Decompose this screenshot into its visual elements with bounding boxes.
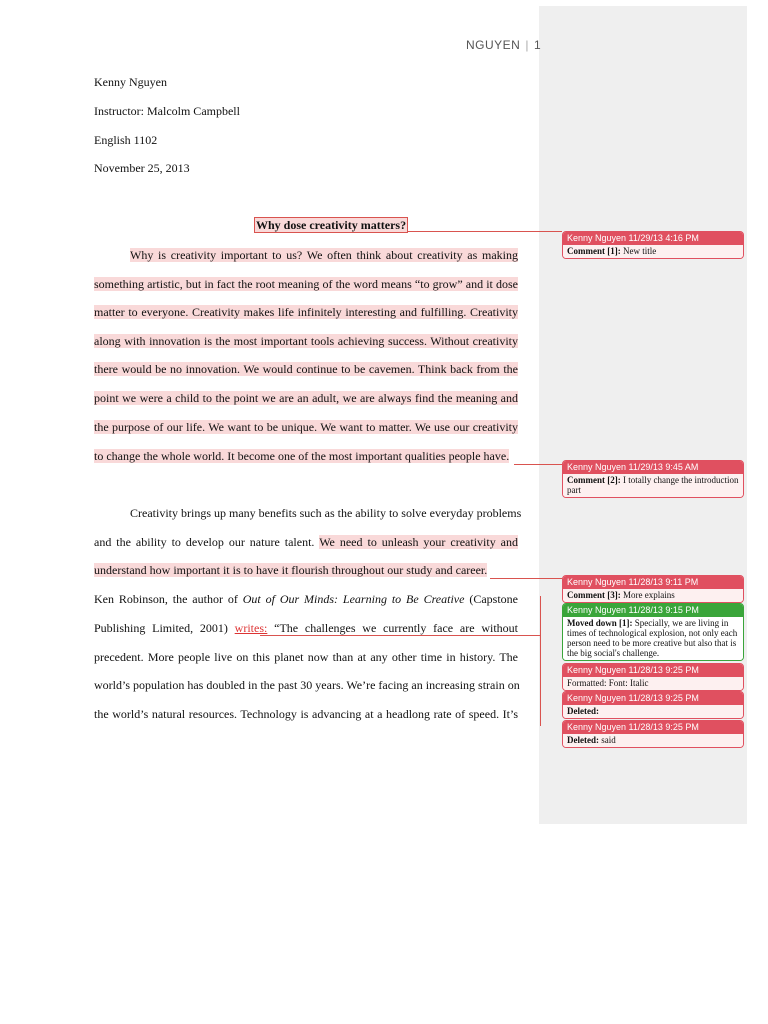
formatted-revision[interactable] <box>562 663 744 691</box>
author-name: Kenny Nguyen <box>94 75 167 89</box>
para1-line-1: Why is creativity important to us? We often think about creativity as making <box>130 248 518 262</box>
deleted-revision-2[interactable] <box>562 720 744 748</box>
deleted-connector <box>260 635 540 636</box>
inserted-text: writes: <box>234 621 268 635</box>
essay-title-text: Why dose creativity matters? <box>256 218 407 232</box>
para1-line-5: there would be no innovation. We would continue to be cavemen. Think back from the <box>94 362 518 376</box>
comment-1-header: Kenny Nguyen 11/29/13 4:16 PM <box>563 232 743 245</box>
para2-line-3: understand how important it is to have it flourish throughout our study and career. <box>94 563 488 577</box>
comment-3-body: Comment [3]: More explains <box>563 589 743 602</box>
course-line: English 1102 <box>94 133 158 147</box>
comment-3-connector <box>490 578 562 579</box>
para2-line-4: Ken Robinson, the author of Out of Our Minds: Learning to Be Creative (Capstone <box>94 592 519 606</box>
formatted-header: Kenny Nguyen 11/28/13 9:25 PM <box>563 664 743 677</box>
para1-line-2: something artistic, but in fact the root meaning of the word means “to grow” and it dose <box>94 277 518 291</box>
comment-2-connector <box>514 464 562 465</box>
deleted-1-header: Kenny Nguyen 11/28/13 9:25 PM <box>563 692 743 705</box>
highlighted-sentence: We need to unleash your creativity and <box>319 535 519 549</box>
para1-line-3: matter to everyone. Creativity makes life infinitely interesting and fulfilling. Creativity <box>94 305 518 319</box>
para2-line-7: world’s population has doubled in the past 30 years. We’re facing an increasing strain on <box>94 678 520 692</box>
para2-line-6: precedent. More people live on this planet now than at any other time in history. The <box>94 650 518 664</box>
para2-line-8: the world’s natural resources. Technology is advancing at a headlong rate of speed. It’s <box>94 707 518 721</box>
page-number: 1 <box>533 38 542 52</box>
para2-line-2: and the ability to develop our nature talent. We need to unleash your creativity and <box>94 535 519 549</box>
revisions-vertical-connector <box>540 596 541 726</box>
para1-line-7: the purpose of our life. We want to be unique. We want to matter. We use our creativity <box>94 420 518 434</box>
comment-3[interactable] <box>562 575 744 603</box>
para1-line-6: point we were a child to the point we are an adult, we are always find the meaning and <box>94 391 518 405</box>
para1-line-4: along with innovation is the most important tools achieving success. Without creativity <box>94 334 518 348</box>
comment-1-connector <box>408 231 562 232</box>
date-line: November 25, 2013 <box>94 161 190 175</box>
comment-1[interactable] <box>562 231 744 259</box>
book-title: Out of Our Minds: Learning to Be Creative <box>242 592 465 606</box>
comment-2-body: Comment [2]: I totally change the introduction part <box>563 474 743 497</box>
formatted-body: Formatted: Font: Italic <box>563 677 743 690</box>
moved-down-header: Kenny Nguyen 11/28/13 9:15 PM <box>563 604 743 617</box>
deleted-revision-1[interactable] <box>562 691 744 719</box>
moved-down-revision[interactable] <box>562 603 744 661</box>
para1-line-8: to change the whole world. It become one of the most important qualities people have. <box>94 449 510 463</box>
moved-down-body: Moved down [1]: Specially, we are living in times of technological explosion, not only each person need to be more creative but also that is the big social's challenge. <box>563 617 743 660</box>
comment-3-header: Kenny Nguyen 11/28/13 9:11 PM <box>563 576 743 589</box>
header-separator: | <box>525 38 529 52</box>
instructor-line: Instructor: Malcolm Campbell <box>94 104 240 118</box>
deleted-2-body: Deleted: said <box>563 734 743 747</box>
page-header <box>466 38 541 52</box>
deleted-2-header: Kenny Nguyen 11/28/13 9:25 PM <box>563 721 743 734</box>
para2-line-5: Publishing Limited, 2001) writes: “The challenges we currently face are without <box>94 621 518 635</box>
comment-2-header: Kenny Nguyen 11/29/13 9:45 AM <box>563 461 743 474</box>
deleted-1-body: Deleted: <box>563 705 743 718</box>
para2-line-1: Creativity brings up many benefits such as the ability to solve everyday problems <box>130 506 522 520</box>
header-name: NGUYEN <box>466 38 521 52</box>
essay-title[interactable] <box>254 218 408 233</box>
comment-1-body: Comment [1]: New title <box>563 245 743 258</box>
comment-2[interactable] <box>562 460 744 498</box>
